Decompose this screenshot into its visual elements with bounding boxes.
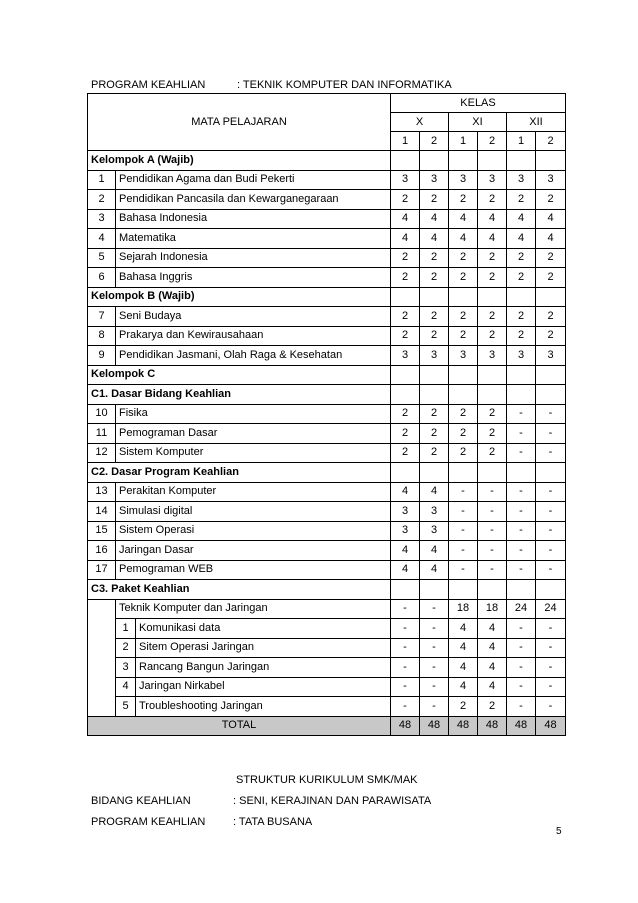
empty-cell xyxy=(449,365,478,385)
hours-cell: 4 xyxy=(507,229,536,249)
hours-cell: 4 xyxy=(449,658,478,678)
hours-cell: 2 xyxy=(420,307,449,327)
group-label: Kelompok A (Wajib) xyxy=(88,151,391,171)
hours-cell: - xyxy=(391,599,420,619)
empty-cell xyxy=(478,385,507,405)
paket-subject-row xyxy=(88,638,566,658)
hours-cell: 4 xyxy=(449,638,478,658)
hours-cell: 4 xyxy=(478,619,507,639)
hours-cell: 4 xyxy=(478,229,507,249)
empty-cell xyxy=(391,463,420,483)
hours-cell: 3 xyxy=(420,170,449,190)
curriculum-table xyxy=(87,93,566,736)
hours-cell: - xyxy=(507,619,536,639)
hours-cell: - xyxy=(536,541,566,561)
hours-cell: 2 xyxy=(391,248,420,268)
hours-cell: - xyxy=(507,521,536,541)
hours-cell: - xyxy=(507,404,536,424)
subject-name: Seni Budaya xyxy=(116,307,391,327)
hours-cell: - xyxy=(391,697,420,717)
paket-row xyxy=(88,599,566,619)
hours-cell: 4 xyxy=(449,229,478,249)
group-header-row xyxy=(88,580,566,600)
empty-cell xyxy=(391,365,420,385)
group-header-row xyxy=(88,463,566,483)
empty-cell xyxy=(507,580,536,600)
empty-cell xyxy=(478,151,507,171)
empty-cell xyxy=(420,385,449,405)
subject-name: Pemograman WEB xyxy=(116,560,391,580)
empty-cell xyxy=(507,385,536,405)
empty-cell xyxy=(391,151,420,171)
subject-number: 10 xyxy=(88,404,116,424)
group-header-row xyxy=(88,365,566,385)
hours-cell: 2 xyxy=(478,307,507,327)
hours-cell: - xyxy=(420,599,449,619)
hours-cell: - xyxy=(449,560,478,580)
hours-cell: - xyxy=(507,560,536,580)
hours-cell: 4 xyxy=(391,560,420,580)
empty-cell xyxy=(449,385,478,405)
hours-cell: 3 xyxy=(420,502,449,522)
subject-number: 17 xyxy=(88,560,116,580)
hours-cell: 2 xyxy=(449,268,478,288)
hours-cell: 2 xyxy=(478,697,507,717)
subject-row xyxy=(88,170,566,190)
hours-cell: - xyxy=(536,658,566,678)
semester-header: 1 xyxy=(449,132,478,151)
total-cell: 48 xyxy=(420,716,449,736)
empty-cell xyxy=(449,580,478,600)
hours-cell: - xyxy=(507,424,536,444)
group-header-row xyxy=(88,385,566,405)
subject-row xyxy=(88,268,566,288)
hours-cell: 2 xyxy=(391,307,420,327)
hours-cell: - xyxy=(536,502,566,522)
hours-cell: 3 xyxy=(449,346,478,366)
hours-cell: 2 xyxy=(391,424,420,444)
subject-row xyxy=(88,307,566,327)
kelas-header: KELAS xyxy=(391,94,566,113)
hours-cell: - xyxy=(536,638,566,658)
hours-cell: 3 xyxy=(391,521,420,541)
subject-number: 11 xyxy=(88,424,116,444)
hours-cell: - xyxy=(507,482,536,502)
subject-name: Bahasa Inggris xyxy=(116,268,391,288)
hours-cell: 2 xyxy=(391,404,420,424)
total-cell: 48 xyxy=(507,716,536,736)
hours-cell: 2 xyxy=(391,268,420,288)
subject-number: 13 xyxy=(88,482,116,502)
subject-number: 4 xyxy=(88,229,116,249)
hours-cell: - xyxy=(449,502,478,522)
subject-name: Sistem Operasi xyxy=(116,521,391,541)
struktur-title: STRUKTUR KURIKULUM SMK/MAK xyxy=(236,774,418,786)
subject-number: 16 xyxy=(88,541,116,561)
empty-cell xyxy=(507,365,536,385)
hours-cell: - xyxy=(507,677,536,697)
empty-cell xyxy=(536,365,566,385)
paket-subject-row xyxy=(88,697,566,717)
subject-name: Pendidikan Jasmani, Olah Raga & Kesehatan xyxy=(116,346,391,366)
semester-header: 1 xyxy=(391,132,420,151)
empty-cell xyxy=(536,287,566,307)
hours-cell: - xyxy=(536,424,566,444)
paket-name: Teknik Komputer dan Jaringan xyxy=(116,599,391,619)
subject-row xyxy=(88,248,566,268)
hours-cell: - xyxy=(507,658,536,678)
subject-name: Pemograman Dasar xyxy=(116,424,391,444)
hours-cell: - xyxy=(507,541,536,561)
hours-cell: 2 xyxy=(478,190,507,210)
hours-cell: - xyxy=(478,502,507,522)
subject-number: 3 xyxy=(116,658,136,678)
subject-row xyxy=(88,326,566,346)
group-label: Kelompok B (Wajib) xyxy=(88,287,391,307)
empty-cell xyxy=(391,287,420,307)
empty-cell xyxy=(478,463,507,483)
subject-row xyxy=(88,521,566,541)
hours-cell: 2 xyxy=(507,248,536,268)
hours-cell: - xyxy=(536,443,566,463)
hours-cell: 4 xyxy=(391,209,420,229)
hours-cell: 24 xyxy=(507,599,536,619)
subject-row xyxy=(88,541,566,561)
subject-row xyxy=(88,346,566,366)
subject-name: Jaringan Dasar xyxy=(116,541,391,561)
hours-cell: 4 xyxy=(536,209,566,229)
subject-name: Prakarya dan Kewirausahaan xyxy=(116,326,391,346)
hours-cell: 2 xyxy=(478,326,507,346)
total-cell: 48 xyxy=(536,716,566,736)
hours-cell: 2 xyxy=(478,443,507,463)
hours-cell: 2 xyxy=(391,190,420,210)
subject-name: Simulasi digital xyxy=(116,502,391,522)
hours-cell: 4 xyxy=(420,482,449,502)
hours-cell: 2 xyxy=(507,190,536,210)
hours-cell: - xyxy=(391,658,420,678)
hours-cell: 4 xyxy=(391,482,420,502)
class-xii-header: XII xyxy=(507,113,566,132)
empty-cell xyxy=(449,151,478,171)
hours-cell: 2 xyxy=(478,248,507,268)
hours-cell: 2 xyxy=(449,190,478,210)
hours-cell: 2 xyxy=(536,326,566,346)
paket-subject-row xyxy=(88,677,566,697)
subject-row xyxy=(88,482,566,502)
subject-name: Sistem Komputer xyxy=(116,443,391,463)
empty-cell xyxy=(449,463,478,483)
hours-cell: 2 xyxy=(507,307,536,327)
subject-name: Sejarah Indonesia xyxy=(116,248,391,268)
subject-number: 3 xyxy=(88,209,116,229)
hours-cell: 4 xyxy=(391,541,420,561)
hours-cell: - xyxy=(536,697,566,717)
subject-number: 7 xyxy=(88,307,116,327)
hours-cell: 3 xyxy=(536,170,566,190)
hours-cell: 4 xyxy=(420,209,449,229)
subject-name: Komunikasi data xyxy=(136,619,391,639)
hours-cell: - xyxy=(478,482,507,502)
paket-indent-cell xyxy=(88,638,116,658)
subject-name: Perakitan Komputer xyxy=(116,482,391,502)
hours-cell: 3 xyxy=(420,521,449,541)
empty-cell xyxy=(420,151,449,171)
hours-cell: - xyxy=(536,677,566,697)
program-keahlian-value: : TEKNIK KOMPUTER DAN INFORMATIKA xyxy=(237,79,452,91)
subject-number: 15 xyxy=(88,521,116,541)
subject-number: 12 xyxy=(88,443,116,463)
subject-row xyxy=(88,190,566,210)
empty-cell xyxy=(478,287,507,307)
hours-cell: 2 xyxy=(449,404,478,424)
hours-cell: 4 xyxy=(449,209,478,229)
semester-header: 2 xyxy=(478,132,507,151)
class-x-header: X xyxy=(391,113,449,132)
hours-cell: 4 xyxy=(449,619,478,639)
subject-row xyxy=(88,404,566,424)
paket-indent-cell xyxy=(88,658,116,678)
hours-cell: 18 xyxy=(449,599,478,619)
total-label: TOTAL xyxy=(88,716,391,736)
hours-cell: 2 xyxy=(449,326,478,346)
subject-name: Pendidikan Agama dan Budi Pekerti xyxy=(116,170,391,190)
subject-row xyxy=(88,443,566,463)
bidang-keahlian-label: BIDANG KEAHLIAN xyxy=(91,795,191,807)
empty-cell xyxy=(420,365,449,385)
hours-cell: - xyxy=(420,619,449,639)
hours-cell: - xyxy=(536,560,566,580)
subject-name: Rancang Bangun Jaringan xyxy=(136,658,391,678)
subject-number: 4 xyxy=(116,677,136,697)
group-label: C2. Dasar Program Keahlian xyxy=(88,463,391,483)
hours-cell: - xyxy=(449,521,478,541)
program-keahlian-footer-label: PROGRAM KEAHLIAN xyxy=(91,816,206,828)
empty-cell xyxy=(420,287,449,307)
subject-row xyxy=(88,209,566,229)
empty-cell xyxy=(536,385,566,405)
empty-cell xyxy=(536,151,566,171)
group-label: Kelompok C xyxy=(88,365,391,385)
total-cell: 48 xyxy=(449,716,478,736)
hours-cell: - xyxy=(420,658,449,678)
empty-cell xyxy=(420,463,449,483)
header-row-kelas xyxy=(88,94,566,113)
subject-row xyxy=(88,229,566,249)
empty-cell xyxy=(449,287,478,307)
program-keahlian-footer-value: : TATA BUSANA xyxy=(233,816,313,828)
subject-number: 6 xyxy=(88,268,116,288)
hours-cell: 2 xyxy=(420,248,449,268)
hours-cell: 3 xyxy=(507,170,536,190)
subject-row xyxy=(88,424,566,444)
hours-cell: 2 xyxy=(449,697,478,717)
hours-cell: - xyxy=(420,677,449,697)
hours-cell: - xyxy=(478,521,507,541)
hours-cell: - xyxy=(478,541,507,561)
hours-cell: - xyxy=(391,619,420,639)
semester-header: 2 xyxy=(536,132,566,151)
hours-cell: 2 xyxy=(449,307,478,327)
hours-cell: 3 xyxy=(478,346,507,366)
empty-cell xyxy=(478,365,507,385)
hours-cell: 4 xyxy=(478,658,507,678)
subject-name: Bahasa Indonesia xyxy=(116,209,391,229)
hours-cell: 4 xyxy=(391,229,420,249)
paket-indent-cell xyxy=(88,677,116,697)
hours-cell: 2 xyxy=(536,268,566,288)
paket-indent-cell xyxy=(88,619,116,639)
hours-cell: 2 xyxy=(449,248,478,268)
group-header-row xyxy=(88,287,566,307)
hours-cell: - xyxy=(449,482,478,502)
hours-cell: 2 xyxy=(478,404,507,424)
hours-cell: 2 xyxy=(536,190,566,210)
paket-subject-row xyxy=(88,658,566,678)
hours-cell: - xyxy=(420,638,449,658)
subject-row xyxy=(88,502,566,522)
subject-number: 8 xyxy=(88,326,116,346)
hours-cell: 3 xyxy=(478,170,507,190)
hours-cell: 2 xyxy=(391,443,420,463)
hours-cell: 2 xyxy=(420,443,449,463)
semester-header: 2 xyxy=(420,132,449,151)
hours-cell: - xyxy=(507,443,536,463)
hours-cell: - xyxy=(536,521,566,541)
subject-name: Pendidikan Pancasila dan Kewarganegaraan xyxy=(116,190,391,210)
hours-cell: - xyxy=(536,404,566,424)
hours-cell: - xyxy=(391,638,420,658)
hours-cell: - xyxy=(507,502,536,522)
subject-name: Fisika xyxy=(116,404,391,424)
hours-cell: - xyxy=(420,697,449,717)
hours-cell: 4 xyxy=(420,541,449,561)
subject-number: 5 xyxy=(116,697,136,717)
hours-cell: 3 xyxy=(449,170,478,190)
hours-cell: 3 xyxy=(391,502,420,522)
subject-number: 9 xyxy=(88,346,116,366)
subject-number: 1 xyxy=(88,170,116,190)
class-xi-header: XI xyxy=(449,113,507,132)
paket-indent-cell xyxy=(88,697,116,717)
hours-cell: 4 xyxy=(478,677,507,697)
hours-cell: 3 xyxy=(420,346,449,366)
paket-subject-row xyxy=(88,619,566,639)
hours-cell: 2 xyxy=(536,307,566,327)
hours-cell: 4 xyxy=(449,677,478,697)
bidang-keahlian-value: : SENI, KERAJINAN DAN PARAWISATA xyxy=(233,795,432,807)
hours-cell: 3 xyxy=(507,346,536,366)
hours-cell: - xyxy=(507,697,536,717)
subject-number: 2 xyxy=(88,190,116,210)
hours-cell: 24 xyxy=(536,599,566,619)
group-header-row xyxy=(88,151,566,171)
subject-number: 5 xyxy=(88,248,116,268)
subject-name: Jaringan Nirkabel xyxy=(136,677,391,697)
hours-cell: - xyxy=(536,619,566,639)
hours-cell: 2 xyxy=(478,424,507,444)
empty-cell xyxy=(391,385,420,405)
subject-name: Troubleshooting Jaringan xyxy=(136,697,391,717)
program-keahlian-label: PROGRAM KEAHLIAN xyxy=(91,79,206,91)
empty-cell xyxy=(507,463,536,483)
empty-cell xyxy=(536,580,566,600)
hours-cell: 2 xyxy=(449,443,478,463)
hours-cell: 4 xyxy=(507,209,536,229)
subject-name: Matematika xyxy=(116,229,391,249)
hours-cell: - xyxy=(507,638,536,658)
hours-cell: - xyxy=(449,541,478,561)
hours-cell: 3 xyxy=(536,346,566,366)
group-label: C1. Dasar Bidang Keahlian xyxy=(88,385,391,405)
hours-cell: 18 xyxy=(478,599,507,619)
hours-cell: 4 xyxy=(420,560,449,580)
hours-cell: 3 xyxy=(391,170,420,190)
subject-row xyxy=(88,560,566,580)
subject-number: 14 xyxy=(88,502,116,522)
hours-cell: 4 xyxy=(478,209,507,229)
page-number: 5 xyxy=(556,826,562,837)
empty-cell xyxy=(507,151,536,171)
hours-cell: 2 xyxy=(536,248,566,268)
paket-indent-cell xyxy=(88,599,116,619)
hours-cell: 2 xyxy=(478,268,507,288)
hours-cell: 2 xyxy=(420,190,449,210)
subject-number: 1 xyxy=(116,619,136,639)
hours-cell: 2 xyxy=(391,326,420,346)
hours-cell: - xyxy=(536,482,566,502)
hours-cell: 2 xyxy=(420,326,449,346)
hours-cell: 3 xyxy=(391,346,420,366)
subject-number: 2 xyxy=(116,638,136,658)
empty-cell xyxy=(536,463,566,483)
hours-cell: 2 xyxy=(420,268,449,288)
hours-cell: 4 xyxy=(420,229,449,249)
subject-name: Sitem Operasi Jaringan xyxy=(136,638,391,658)
hours-cell: 4 xyxy=(536,229,566,249)
hours-cell: 4 xyxy=(478,638,507,658)
total-cell: 48 xyxy=(391,716,420,736)
hours-cell: 2 xyxy=(449,424,478,444)
semester-header: 1 xyxy=(507,132,536,151)
mata-pelajaran-header: MATA PELAJARAN xyxy=(88,94,391,151)
group-label: C3. Paket Keahlian xyxy=(88,580,391,600)
total-row xyxy=(88,716,566,736)
hours-cell: - xyxy=(391,677,420,697)
hours-cell: 2 xyxy=(507,326,536,346)
hours-cell: 2 xyxy=(420,404,449,424)
hours-cell: 2 xyxy=(420,424,449,444)
empty-cell xyxy=(420,580,449,600)
hours-cell: - xyxy=(478,560,507,580)
total-cell: 48 xyxy=(478,716,507,736)
empty-cell xyxy=(478,580,507,600)
hours-cell: 2 xyxy=(507,268,536,288)
empty-cell xyxy=(391,580,420,600)
empty-cell xyxy=(507,287,536,307)
